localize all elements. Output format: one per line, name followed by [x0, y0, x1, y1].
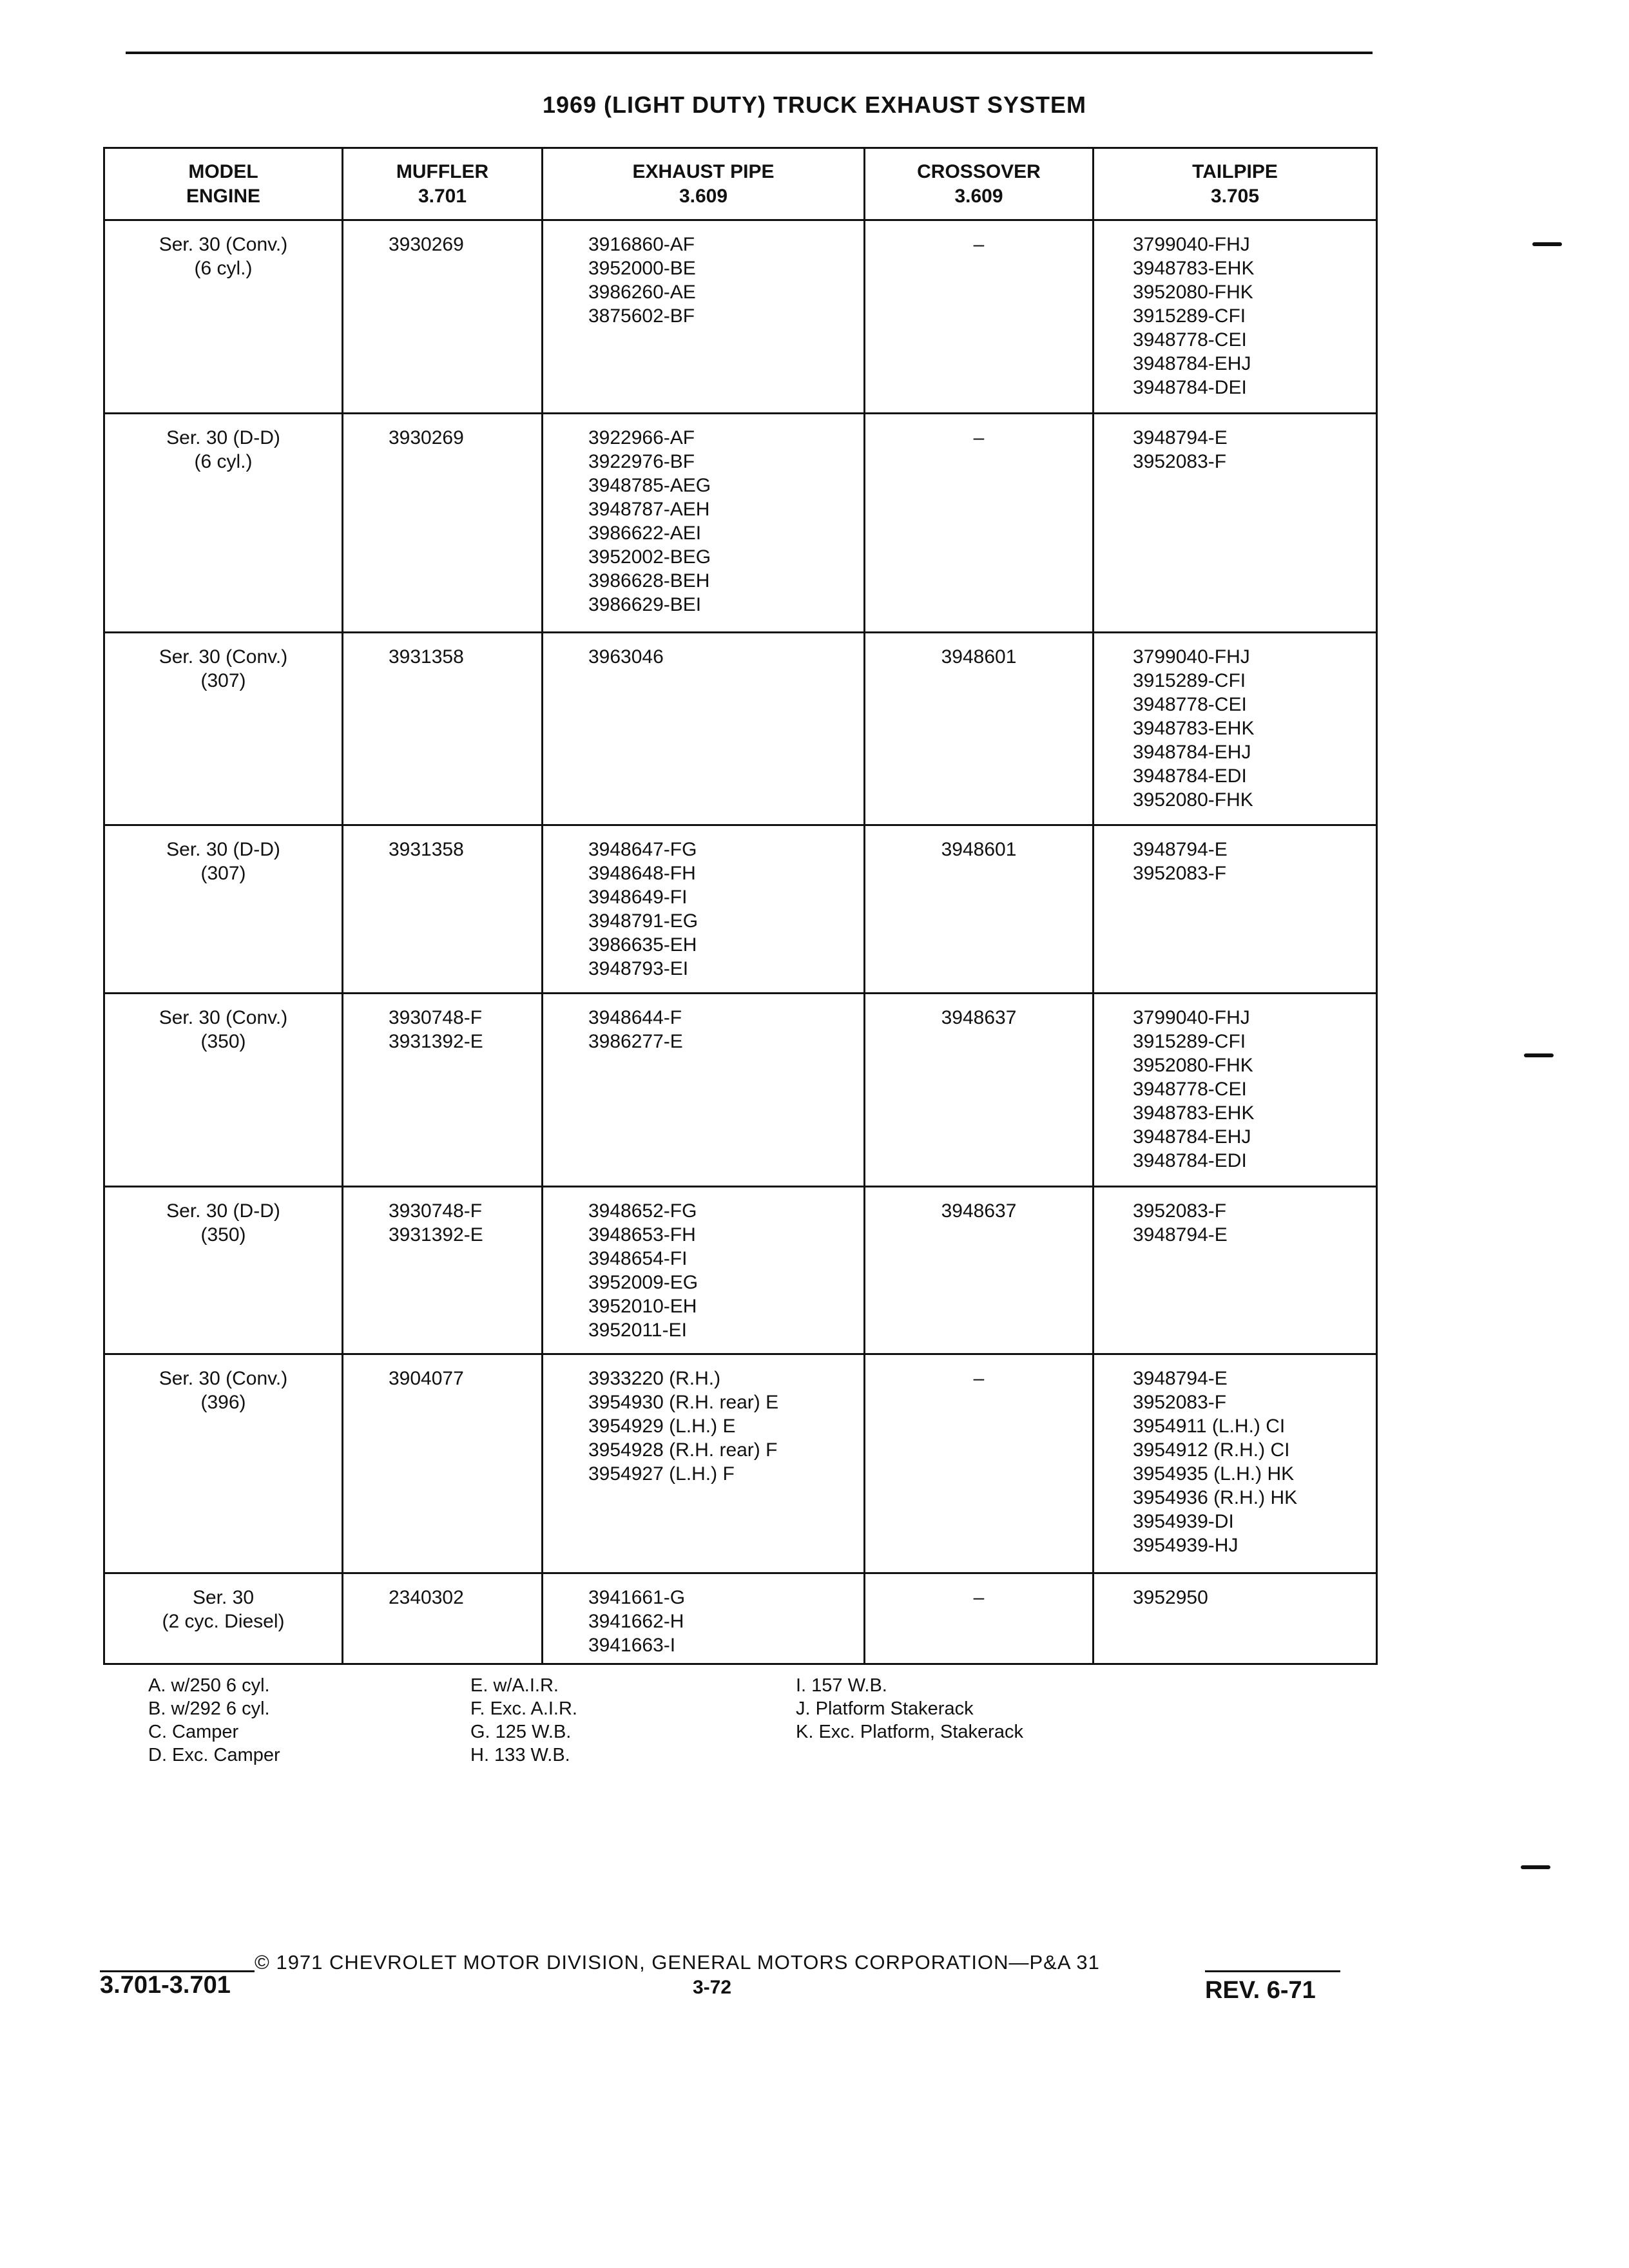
part-entry: 3954935 (L.H.) HK [1133, 1463, 1295, 1485]
part-entry: 3799040-FHJ [1133, 234, 1250, 255]
part-entry: 3948637 [941, 1200, 1017, 1222]
part-entry: 3916860-AF [588, 234, 695, 255]
part-entry: 3931358 [389, 646, 464, 668]
part-entry: 3948794-E [1133, 1224, 1228, 1245]
part-entry: Ser. 30 (Conv.) [159, 1006, 288, 1028]
part-entry: 3948784-EHJ [1133, 741, 1251, 763]
model-cell [104, 1186, 343, 1354]
part-entry: Ser. 30 (Conv.) [159, 234, 288, 255]
part-entry: 3948784-EHJ [1133, 353, 1251, 374]
part-entry: 3799040-FHJ [1133, 646, 1250, 668]
part-entry: 3922966-AF [588, 427, 695, 448]
header-crossover: CROSSOVER 3.609 [865, 148, 1094, 220]
muffler-cell [343, 825, 543, 993]
part-entry: 3875602-BF [588, 305, 695, 327]
muffler-cell [343, 993, 543, 1186]
part-entry: 3986635-EH [588, 934, 697, 956]
table-row [104, 1354, 1377, 1573]
exhaust-pipe-cell [543, 993, 865, 1186]
part-entry: 3952083-F [1133, 1391, 1227, 1413]
muffler-cell [343, 1186, 543, 1354]
part-entry: 3948644-F [588, 1006, 682, 1028]
model-cell [104, 632, 343, 825]
model-cell [104, 993, 343, 1186]
table-row [104, 1573, 1377, 1664]
part-entry: 3948648-FH [588, 863, 696, 885]
part-entry: 3941663-I [588, 1634, 676, 1656]
exhaust-pipe-cell [543, 1354, 865, 1573]
part-entry: 3952080-FHK [1133, 1054, 1253, 1076]
part-entry: 3930269 [389, 234, 464, 255]
part-entry: 3948784-EDI [1133, 765, 1247, 787]
footnotes-col2: E. w/A.I.R. F. Exc. A.I.R. G. 125 W.B. H. 133 W.B. [470, 1675, 577, 1765]
margin-mark [1524, 1053, 1554, 1057]
crossover-cell [865, 632, 1094, 825]
part-entry: 3948784-EHJ [1133, 1126, 1251, 1148]
part-entry: 3952002-BEG [588, 546, 711, 568]
part-entry: 3948793-EI [588, 958, 689, 980]
part-entry: 3948654-FI [588, 1247, 688, 1269]
footnotes-col1: A. w/250 6 cyl. B. w/292 6 cyl. C. Camper D. Exc. Camper [148, 1675, 280, 1765]
table-row [104, 220, 1377, 414]
part-entry: 3922976-BF [588, 450, 695, 472]
page-title: 1969 (LIGHT DUTY) TRUCK EXHAUST SYSTEM [542, 91, 1087, 118]
tailpipe-cell [1094, 632, 1377, 825]
crossover-cell [865, 220, 1094, 414]
header-tailpipe: TAILPIPE 3.705 [1094, 148, 1377, 220]
part-entry: 3952950 [1133, 1586, 1208, 1608]
tailpipe-cell [1094, 220, 1377, 414]
part-entry: 3986628-BEH [588, 570, 710, 591]
part-entry: 3948601 [941, 839, 1017, 861]
part-entry: 3931392-E [389, 1224, 483, 1245]
part-entry: Ser. 30 (D-D) [166, 839, 280, 861]
part-entry: 3915289-CFI [1133, 305, 1246, 327]
part-entry: 3954911 (L.H.) CI [1133, 1415, 1286, 1437]
muffler-cell [343, 220, 543, 414]
part-entry: 3931392-E [389, 1030, 483, 1052]
part-entry: 3930748-F [389, 1200, 483, 1222]
exhaust-pipe-cell [543, 1186, 865, 1354]
part-entry: 3948794-E [1133, 1367, 1228, 1389]
tailpipe-cell [1094, 1573, 1377, 1664]
part-entry: 3954936 (R.H.) HK [1133, 1486, 1298, 1508]
part-entry: 3948778-CEI [1133, 329, 1247, 351]
margin-mark [1532, 242, 1562, 246]
part-entry: 3954939-HJ [1133, 1534, 1239, 1556]
part-entry: 3954929 (L.H.) E [588, 1415, 736, 1437]
crossover-cell [865, 993, 1094, 1186]
model-cell [104, 1573, 343, 1664]
part-entry: – [973, 1367, 985, 1389]
part-entry: 3954939-DI [1133, 1510, 1234, 1532]
part-entry: 3986277-E [588, 1030, 683, 1052]
part-entry: – [973, 234, 985, 255]
part-entry: 3954912 (R.H.) CI [1133, 1439, 1290, 1461]
table-row [104, 632, 1377, 825]
muffler-cell [343, 1573, 543, 1664]
part-entry: 3954930 (R.H. rear) E [588, 1391, 779, 1413]
part-entry: Ser. 30 [192, 1586, 255, 1608]
part-entry: – [973, 427, 985, 448]
part-entry: 3948784-EDI [1133, 1149, 1247, 1171]
part-entry: 3952083-F [1133, 863, 1227, 885]
part-entry: 3986260-AE [588, 282, 696, 303]
part-entry: 3904077 [389, 1367, 464, 1389]
part-entry: 3952083-F [1133, 450, 1227, 472]
part-entry: 3948653-FH [588, 1224, 696, 1245]
part-entry: 3948778-CEI [1133, 1078, 1247, 1100]
part-entry: 3941662-H [588, 1610, 684, 1632]
footer-copyright: © 1971 CHEVROLET MOTOR DIVISION, GENERAL MOTORS CORPORATION—P&A 31 [255, 1951, 1100, 1974]
part-entry: 3948787-AEH [588, 498, 710, 520]
part-entry: (307) [200, 669, 246, 691]
footer-page-number: 3-72 [693, 1977, 732, 1998]
part-entry: Ser. 30 (Conv.) [159, 646, 288, 668]
part-entry: 3954928 (R.H. rear) F [588, 1439, 778, 1461]
part-entry: 3963046 [588, 646, 664, 668]
part-entry: 3952000-BE [588, 258, 696, 279]
table-row [104, 825, 1377, 993]
tailpipe-cell [1094, 993, 1377, 1186]
part-entry: 3986622-AEI [588, 522, 702, 544]
part-entry: Ser. 30 (D-D) [166, 1200, 280, 1222]
part-entry: 3948783-EHK [1133, 258, 1255, 279]
tailpipe-cell [1094, 825, 1377, 993]
part-entry: 3948784-DEI [1133, 377, 1247, 398]
margin-mark [1521, 1865, 1550, 1869]
exhaust-pipe-cell [543, 220, 865, 414]
part-entry: Ser. 30 (Conv.) [159, 1367, 288, 1389]
part-entry: 3948652-FG [588, 1200, 697, 1222]
part-entry: 3954927 (L.H.) F [588, 1463, 735, 1485]
top-rule [126, 52, 1373, 54]
exhaust-parts-table [103, 147, 1378, 1665]
part-entry: 3948601 [941, 646, 1017, 668]
footer-right-rule [1205, 1970, 1340, 1972]
crossover-cell [865, 1186, 1094, 1354]
model-cell [104, 1354, 343, 1573]
part-entry: 3952009-EG [588, 1271, 699, 1293]
part-entry: 3948778-CEI [1133, 693, 1247, 715]
part-entry: 3986629-BEI [588, 593, 702, 615]
muffler-cell [343, 1354, 543, 1573]
footnotes-col3: I. 157 W.B. J. Platform Stakerack K. Exc. Platform, Stakerack [796, 1675, 1023, 1742]
exhaust-pipe-cell [543, 1573, 865, 1664]
part-entry: 3931358 [389, 839, 464, 861]
crossover-cell [865, 1354, 1094, 1573]
footer-section: 3.701-3.701 [100, 1972, 231, 1999]
header-model: MODEL ENGINE [104, 148, 343, 220]
model-cell [104, 220, 343, 414]
part-entry: 3952011-EI [588, 1319, 687, 1341]
tailpipe-cell [1094, 1354, 1377, 1573]
part-entry: 3948794-E [1133, 839, 1228, 861]
table-row [104, 1186, 1377, 1354]
header-muffler: MUFFLER 3.701 [343, 148, 543, 220]
part-entry: (2 cyc. Diesel) [162, 1610, 285, 1632]
tailpipe-cell [1094, 413, 1377, 632]
part-entry: 3799040-FHJ [1133, 1006, 1250, 1028]
header-exhaust-pipe: EXHAUST PIPE 3.609 [543, 148, 865, 220]
part-entry: 3948794-E [1133, 427, 1228, 448]
part-entry: 3952080-FHK [1133, 282, 1253, 303]
table-row [104, 413, 1377, 632]
part-entry: (307) [200, 863, 246, 885]
part-entry: 3930748-F [389, 1006, 483, 1028]
crossover-cell [865, 825, 1094, 993]
part-entry: 3948791-EG [588, 910, 699, 932]
part-entry: 3948783-EHK [1133, 1102, 1255, 1124]
part-entry: 3952083-F [1133, 1200, 1227, 1222]
exhaust-pipe-cell [543, 825, 865, 993]
table-row [104, 993, 1377, 1186]
part-entry: 3948785-AEG [588, 474, 711, 496]
footer-revision: REV. 6-71 [1205, 1977, 1316, 2004]
part-entry: (350) [200, 1224, 246, 1245]
table-body [104, 220, 1377, 1664]
header-row [104, 148, 1377, 220]
model-cell [104, 825, 343, 993]
muffler-cell [343, 632, 543, 825]
part-entry: (6 cyl.) [194, 450, 253, 472]
crossover-cell [865, 413, 1094, 632]
part-entry: (6 cyl.) [194, 258, 253, 279]
part-entry: Ser. 30 (D-D) [166, 427, 280, 448]
model-cell [104, 413, 343, 632]
crossover-cell [865, 1573, 1094, 1664]
part-entry: 3933220 (R.H.) [588, 1367, 721, 1389]
part-entry: – [973, 1586, 985, 1608]
tailpipe-cell [1094, 1186, 1377, 1354]
part-entry: (396) [200, 1391, 246, 1413]
part-entry: 3948649-FI [588, 887, 688, 908]
exhaust-pipe-cell [543, 413, 865, 632]
part-entry: 3930269 [389, 427, 464, 448]
part-entry: 3915289-CFI [1133, 669, 1246, 691]
exhaust-pipe-cell [543, 632, 865, 825]
part-entry: 3915289-CFI [1133, 1030, 1246, 1052]
part-entry: (350) [200, 1030, 246, 1052]
part-entry: 3952010-EH [588, 1295, 697, 1317]
part-entry: 3952080-FHK [1133, 789, 1253, 811]
part-entry: 3948783-EHK [1133, 717, 1255, 739]
muffler-cell [343, 413, 543, 632]
part-entry: 2340302 [389, 1586, 464, 1608]
part-entry: 3941661-G [588, 1586, 686, 1608]
part-entry: 3948647-FG [588, 839, 697, 861]
part-entry: 3948637 [941, 1006, 1017, 1028]
